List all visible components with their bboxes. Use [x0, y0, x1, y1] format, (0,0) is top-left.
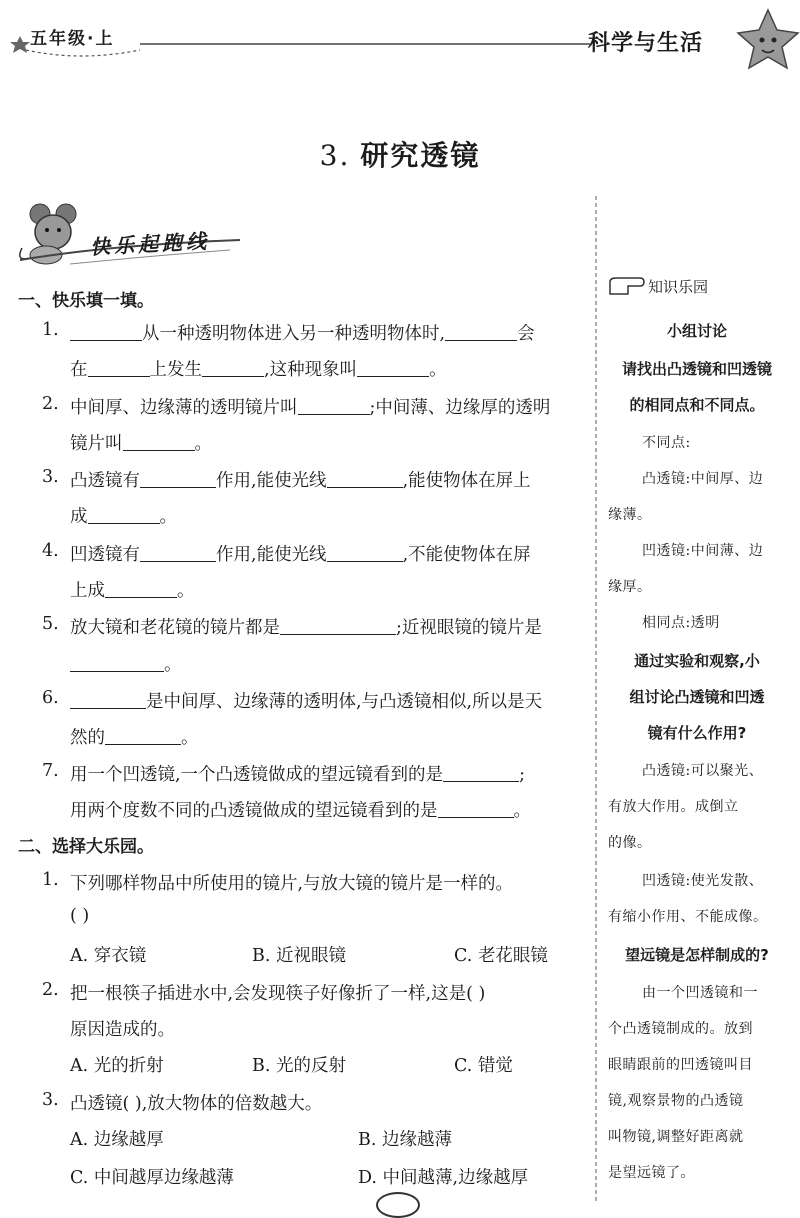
banner-title: 快乐起跑线 — [89, 228, 211, 260]
section-heading: 二、选择大乐园。 — [18, 837, 154, 857]
question-text: 上发生 — [149, 360, 202, 380]
question-text: 用两个度数不同的凸透镜做成的望远镜看到的是 — [70, 801, 438, 821]
sidebar-text: 相同点:透明 — [642, 615, 720, 631]
question-text: 在 — [70, 360, 88, 380]
fill-question-3-line2 — [70, 503, 177, 528]
question-text: 凹透镜有 — [70, 545, 140, 565]
question-text: ;近视眼镜的镜片是 — [396, 618, 542, 638]
answer-blank[interactable] — [105, 581, 177, 598]
fill-question-1-line2 — [70, 356, 447, 381]
sidebar-text: 凸透镜:可以聚光、 — [642, 763, 764, 779]
question-number: 5. — [42, 614, 59, 634]
fill-question-6 — [70, 688, 542, 713]
sidebar-text: 镜,观察景物的凸透镜 — [608, 1093, 744, 1109]
answer-blank[interactable] — [70, 692, 146, 709]
option-a[interactable]: A. 边缘越厚 — [70, 1130, 164, 1150]
option-c[interactable]: C. 老花眼镜 — [454, 946, 548, 966]
page-number-marker — [376, 1192, 420, 1218]
column-divider — [594, 196, 598, 1204]
option-b[interactable]: B. 光的反射 — [252, 1056, 346, 1076]
question-text: 会 — [517, 324, 535, 344]
sidebar-question: 望远镜是怎样制成的? — [625, 946, 769, 964]
question-text: 用一个凹透镜,一个凸透镜做成的望远镜看到的是 — [70, 765, 444, 785]
question-text: 从一种透明物体进入另一种透明物体时, — [142, 324, 446, 344]
answer-blank[interactable] — [438, 801, 514, 818]
question-text: 作用,能使光线 — [216, 545, 327, 565]
sidebar-text: 个凸透镜制成的。放到 — [608, 1021, 753, 1037]
title-number: 3. — [319, 139, 351, 172]
question-text: ,不能使物体在屏 — [402, 545, 531, 565]
fill-question-5 — [70, 614, 542, 639]
fill-question-7 — [70, 761, 525, 786]
question-text: 作用,能使光线 — [216, 471, 327, 491]
option-b[interactable]: B. 边缘越薄 — [358, 1130, 452, 1150]
answer-blank[interactable] — [105, 728, 181, 745]
sidebar-text: 有放大作用。成倒立 — [608, 799, 739, 815]
question-text: 镜片叫 — [70, 434, 123, 454]
question-number: 2. — [42, 394, 59, 414]
sidebar-text: 凹透镜:中间薄、边 — [642, 543, 764, 559]
fill-question-5-line2 — [70, 651, 182, 676]
question-number: 3. — [42, 467, 59, 487]
question-text: 上成 — [70, 581, 105, 601]
sidebar-text: 有缩小作用、不能成像。 — [608, 909, 768, 925]
sidebar-question: 镜有什么作用? — [647, 724, 747, 742]
answer-blank[interactable] — [70, 324, 142, 341]
question-text: 。 — [164, 655, 182, 675]
grade-label: 五年级·上 — [30, 29, 115, 49]
sidebar-question: 请找出凸透镜和凹透镜 — [621, 360, 772, 378]
answer-blank[interactable] — [445, 324, 517, 341]
question-text: 。 — [513, 801, 531, 821]
section-heading: 一、快乐填一填。 — [18, 291, 154, 311]
question-text: 成 — [70, 507, 88, 527]
question-text: ,能使物体在屏上 — [402, 471, 531, 491]
option-b[interactable]: B. 近视眼镜 — [252, 946, 346, 966]
sidebar-text: 是望远镜了。 — [608, 1165, 695, 1181]
question-text: 。 — [194, 434, 212, 454]
sidebar-text: 由一个凹透镜和一 — [642, 985, 758, 1001]
question-text: 。 — [159, 507, 177, 527]
mascot-icon — [738, 10, 798, 68]
sidebar-text: 的像。 — [608, 835, 652, 851]
option-c[interactable]: C. 中间越厚边缘越薄 — [70, 1168, 234, 1188]
sidebar-text: 缘厚。 — [608, 579, 652, 595]
question-number: 1. — [42, 870, 59, 890]
question-text: 放大镜和老花镜的镜片都是 — [70, 618, 280, 638]
brand-label: 科学与生活 — [588, 31, 704, 56]
fill-question-2 — [70, 394, 550, 419]
title-text: 研究透镜 — [360, 139, 481, 172]
answer-blank[interactable] — [298, 398, 370, 415]
question-text: 。 — [181, 728, 199, 748]
question-text: 然的 — [70, 728, 105, 748]
answer-blank[interactable] — [357, 360, 429, 377]
choice-question-3: 凸透镜( ),放大物体的倍数越大。 — [70, 1094, 323, 1114]
sidebar-text: 缘薄。 — [608, 507, 652, 523]
sidebar-question: 组讨论凸透镜和凹透 — [629, 688, 765, 706]
pointing-hand-icon — [606, 274, 646, 298]
fill-question-4-line2 — [70, 577, 195, 602]
page-title — [0, 134, 800, 174]
answer-blank[interactable] — [88, 360, 150, 377]
question-number: 2. — [42, 980, 59, 1000]
answer-blank[interactable] — [140, 545, 216, 562]
question-number: 7. — [42, 761, 59, 781]
sidebar-heading: 知识乐园 — [648, 278, 709, 296]
question-text: ;中间薄、边缘厚的透明 — [369, 398, 551, 418]
answer-blank[interactable] — [70, 655, 164, 672]
fill-question-3 — [70, 467, 531, 492]
fill-question-2-line2 — [70, 430, 212, 455]
answer-blank[interactable] — [280, 618, 396, 635]
answer-blank[interactable] — [140, 471, 216, 488]
choice-question-1: 下列哪样物品中所使用的镜片,与放大镜的镜片是一样的。 — [70, 874, 514, 894]
answer-blank[interactable] — [202, 360, 264, 377]
fill-question-7-line2 — [70, 797, 531, 822]
choice-question-2: 把一根筷子插进水中,会发现筷子好像折了一样,这是( ) — [70, 984, 486, 1004]
answer-blank[interactable] — [327, 471, 403, 488]
answer-blank[interactable] — [123, 434, 195, 451]
question-text: 中间厚、边缘薄的透明镜片叫 — [70, 398, 298, 418]
question-text: 。 — [429, 360, 447, 380]
question-text: 凸透镜有 — [70, 471, 140, 491]
fill-question-6-line2 — [70, 724, 199, 749]
question-number: 1. — [42, 320, 59, 340]
question-number: 3. — [42, 1090, 59, 1110]
fill-question-4 — [70, 541, 531, 566]
question-text: ; — [519, 765, 525, 785]
option-c[interactable]: C. 错觉 — [454, 1056, 513, 1076]
answer-blank[interactable] — [327, 545, 403, 562]
sidebar-text: 凸透镜:中间厚、边 — [642, 471, 764, 487]
answer-blank[interactable] — [443, 765, 519, 782]
sidebar-text: 不同点: — [642, 435, 691, 451]
question-text: 是中间厚、边缘薄的透明体,与凸透镜相似,所以是天 — [146, 692, 543, 712]
knowledge-sidebar — [600, 268, 794, 1204]
sidebar-text: 凹透镜:使光发散、 — [642, 873, 764, 889]
answer-paren[interactable]: ( ) — [70, 906, 90, 926]
question-number: 6. — [42, 688, 59, 708]
question-text: 。 — [177, 581, 195, 601]
option-d[interactable]: D. 中间越薄,边缘越厚 — [358, 1168, 529, 1188]
choice-question-2-line2: 原因造成的。 — [70, 1020, 175, 1040]
sidebar-text: 叫物镜,调整好距离就 — [608, 1129, 744, 1145]
sidebar-question: 通过实验和观察,小 — [634, 652, 760, 670]
sidebar-topic: 小组讨论 — [666, 322, 727, 340]
fill-question-1 — [70, 320, 535, 345]
sidebar-text: 眼睛跟前的凹透镜叫目 — [608, 1057, 753, 1073]
question-number: 4. — [42, 541, 59, 561]
option-a[interactable]: A. 光的折射 — [70, 1056, 164, 1076]
sidebar-question: 的相同点和不同点。 — [629, 396, 765, 414]
answer-blank[interactable] — [88, 507, 160, 524]
option-a[interactable]: A. 穿衣镜 — [70, 946, 147, 966]
question-text: ,这种现象叫 — [264, 360, 358, 380]
